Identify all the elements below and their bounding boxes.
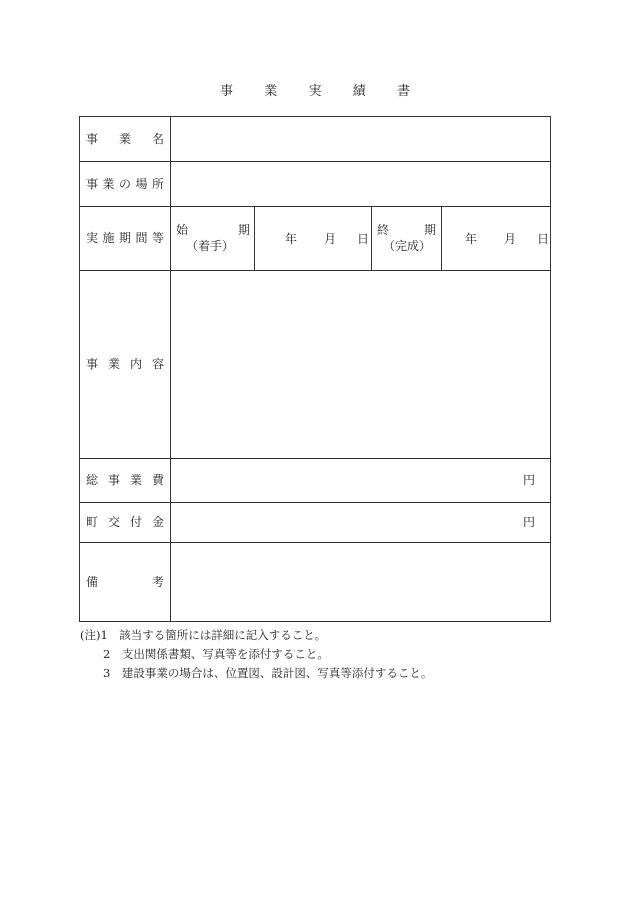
end-year: 年 — [465, 232, 478, 246]
total-cost-unit: 円 — [523, 473, 536, 487]
town-grant-unit: 円 — [523, 515, 536, 529]
column-divider — [254, 206, 255, 270]
end-sub-label: （完成） — [383, 239, 432, 253]
row-divider — [80, 502, 550, 503]
column-divider — [170, 117, 171, 621]
project-name-field[interactable] — [172, 118, 550, 160]
start-year: 年 — [285, 232, 298, 246]
label-project-content: 事業内容 — [86, 357, 164, 371]
label-remarks: 備考 — [86, 575, 164, 589]
end-label: 終期 — [377, 223, 436, 237]
project-place-field[interactable] — [172, 163, 550, 205]
start-month: 月 — [324, 232, 337, 246]
note-1: (注)1 該当する箇所には詳細に記入すること。 — [80, 628, 327, 642]
end-month: 月 — [504, 232, 517, 246]
row-divider — [80, 458, 550, 459]
column-divider — [441, 206, 442, 270]
end-day: 日 — [537, 232, 550, 246]
start-label: 始期 — [176, 223, 250, 237]
start-day: 日 — [357, 232, 370, 246]
notes — [80, 626, 432, 683]
label-town-grant: 町交付金 — [86, 515, 164, 529]
start-sub-label: （着手） — [186, 239, 235, 253]
row-divider — [80, 270, 550, 271]
report-table — [79, 116, 551, 622]
label-project-place: 事業の場所 — [86, 177, 164, 191]
note-3: 3 建設事業の場合は、位置図、設計図、写真等添付すること。 — [80, 666, 433, 680]
note-2: 2 支出関係書類、写真等を添付すること。 — [80, 647, 329, 661]
document-title — [0, 80, 630, 99]
row-divider — [80, 206, 550, 207]
label-project-name: 事業名 — [86, 132, 164, 146]
remarks-field[interactable] — [172, 544, 550, 620]
project-content-field[interactable] — [172, 272, 550, 457]
row-divider — [80, 542, 550, 543]
label-period: 実施期間等 — [86, 231, 164, 245]
row-divider — [80, 161, 550, 162]
label-total-cost: 総事業費 — [86, 473, 164, 487]
column-divider — [371, 206, 372, 270]
title-text: 事業実績書 — [220, 84, 410, 99]
